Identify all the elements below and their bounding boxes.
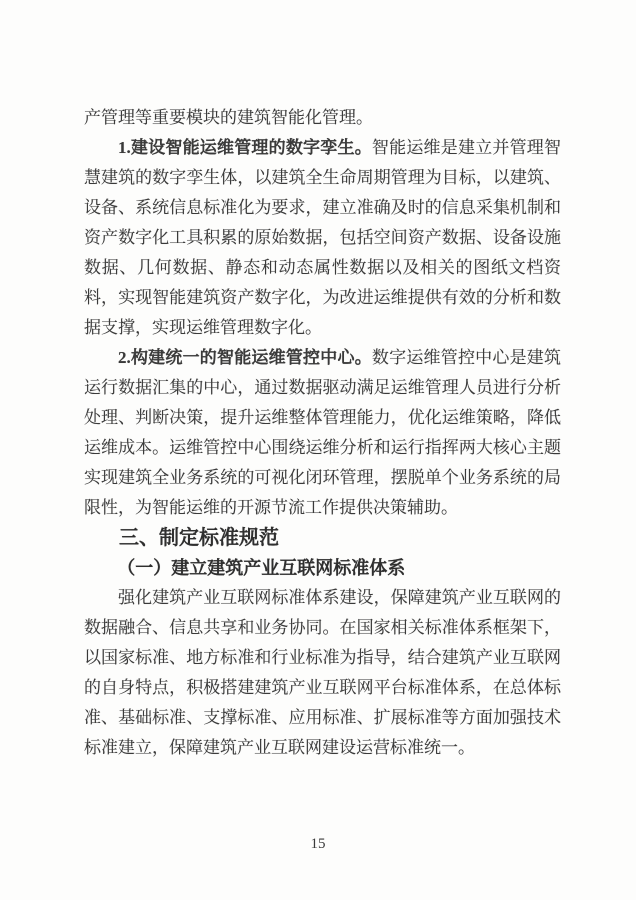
text-block (84, 103, 561, 763)
sub-section-heading: （一）建立建筑产业互联网标准体系 (117, 558, 406, 578)
paragraph-ops-center-lead: 2.构建统一的智能运维管控中心。 (118, 348, 372, 367)
paragraph-ops-center (84, 343, 561, 523)
paragraph-digital-twin-lead: 1.建设智能运维管理的数字孪生。 (118, 138, 372, 157)
paragraph-continuation (84, 103, 561, 133)
page-number: 15 (310, 836, 326, 852)
paragraph-digital-twin-text: 智能运维是建立并管理智慧建筑的数字孪生体，以建筑全生命周期管理为目标，以建筑、设备、系统信息标准化为要求，建立准确及时的信息采集机制和资产数字化工具积累的原始数据，包括空间资产数据、设备设施数据、几何数据、静态和动态属性数据以及相关的图纸文档资料，实现智能建筑资产数字化，为改进运维提供有效的分析和数据支撑，实现运维管理数字化。 (84, 138, 562, 337)
paragraph-standards-text: 强化建筑产业互联网标准体系建设，保障建筑产业互联网的数据融合、信息共享和业务协同。在国家相关标准体系框架下，以国家标准、地方标准和行业标准为指导，结合建筑产业互联网的自身特点，积极搭建建筑产业互联网平台标准体系，在总体标准、基础标准、支撑标准、应用标准、扩展标准等方面加强技术标准建立，保障建筑产业互联网建设运营标准统一。 (84, 588, 561, 757)
paragraph-standards (84, 583, 561, 763)
paragraph-digital-twin (84, 133, 561, 343)
section-heading: 三、制定标准规范 (119, 527, 279, 549)
paragraph-ops-center-text: 数字运维管控中心是建筑运行数据汇集的中心，通过数据驱动满足运维管理人员进行分析处理、判断决策，提升运维整体管理能力，优化运维策略，降低运维成本。运维管控中心围绕运维分析和运行指挥两大核心主题实现建筑全业务系统的可视化闭环管理，摆脱单个业务系统的局限性，为智能运维的开源节流工作提供决策辅助。 (84, 348, 562, 517)
paragraph-continuation-text: 产管理等重要模块的建筑智能化管理。 (84, 108, 373, 127)
